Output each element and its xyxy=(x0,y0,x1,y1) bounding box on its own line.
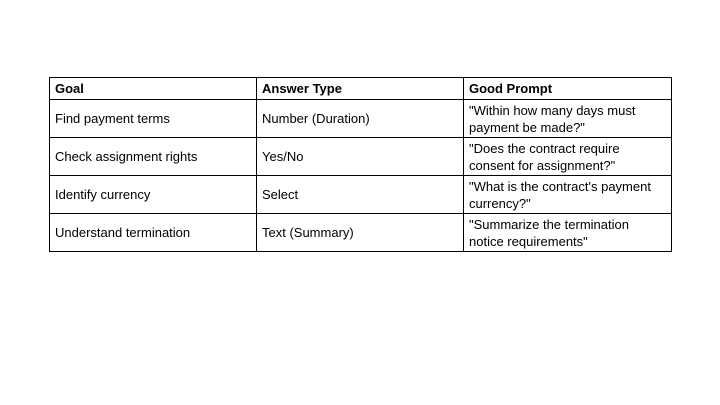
goal-cell: Understand termination xyxy=(50,214,257,252)
header-good-prompt: Good Prompt xyxy=(464,78,672,100)
good-prompt-cell: "What is the contract's payment currency?" xyxy=(464,176,672,214)
answer-type-cell: Select xyxy=(257,176,464,214)
answer-type-cell: Yes/No xyxy=(257,138,464,176)
good-prompt-cell: "Does the contract require consent for assignment?" xyxy=(464,138,672,176)
table-row xyxy=(50,100,672,138)
table-row xyxy=(50,138,672,176)
answer-type-cell: Number (Duration) xyxy=(257,100,464,138)
good-prompt-cell: "Summarize the termination notice requirements" xyxy=(464,214,672,252)
table-header-row xyxy=(50,78,672,100)
header-answer-type: Answer Type xyxy=(257,78,464,100)
goal-cell: Check assignment rights xyxy=(50,138,257,176)
good-prompt-cell: "Within how many days must payment be made?" xyxy=(464,100,672,138)
prompt-table xyxy=(49,77,672,252)
table-row xyxy=(50,176,672,214)
goal-cell: Identify currency xyxy=(50,176,257,214)
table-row xyxy=(50,214,672,252)
goal-cell: Find payment terms xyxy=(50,100,257,138)
answer-type-cell: Text (Summary) xyxy=(257,214,464,252)
header-goal: Goal xyxy=(50,78,257,100)
